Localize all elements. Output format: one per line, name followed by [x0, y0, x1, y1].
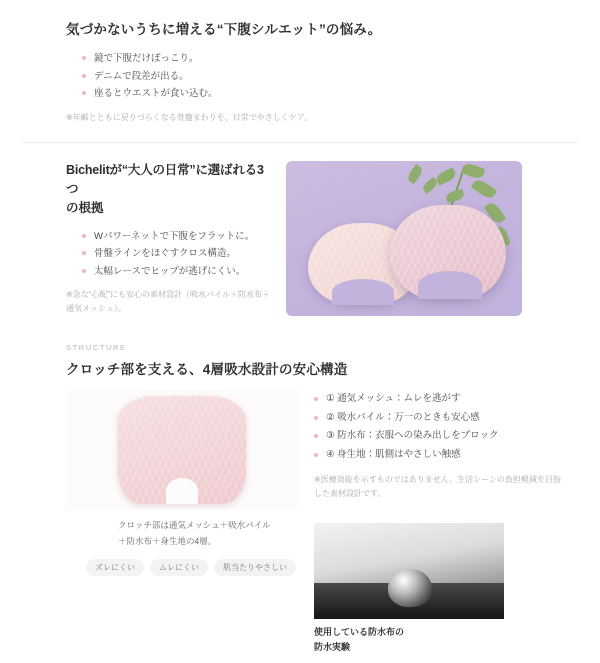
brand-name: Bichelitが“大人の日常”に選ばれる3つ: [66, 163, 264, 197]
list-item: 太幅レースでヒップが逃げにくい。: [82, 263, 272, 281]
waterproof-experiment-photo: [314, 523, 504, 619]
experiment-caption: [314, 625, 504, 654]
structure-body: [66, 390, 578, 663]
reasons-heading: [66, 161, 272, 217]
structure-note: ※医療効能を示すものではありません。生活シーンの負担軽減を目指した素材設計です。: [314, 475, 562, 499]
section-structure: [22, 323, 578, 663]
layer-list: [314, 390, 564, 464]
structure-left-column: [66, 390, 298, 663]
product-caption: クロッチ部は通気メッシュ＋吸水パイル＋防水布＋身生地の4層。: [118, 520, 271, 546]
experiment-caption-line2: 防水実験: [314, 641, 351, 652]
status-badge: ズレにくい: [86, 559, 144, 576]
water-drop: [388, 569, 432, 607]
list-item: ④ 身生地：肌側はやさしい触感: [314, 446, 564, 465]
reasons-text-block: [22, 161, 272, 323]
problem-bullet-list: [66, 50, 578, 103]
list-item: Wパワーネットで下腹をフラットに。: [82, 228, 272, 246]
reasons-photo-block: [286, 161, 578, 316]
reasons-heading-line2: の根拠: [66, 200, 104, 215]
list-item: 骨盤ラインをほぐすクロス構造。: [82, 245, 272, 263]
list-item: ① 通気メッシュ：ムレを逃がす: [314, 390, 564, 409]
reasons-bullet-list: [66, 228, 272, 281]
garment-right: [390, 205, 506, 299]
product-lifestyle-photo: [286, 161, 522, 316]
list-item: 鏡で下腹だけぽっこり。: [82, 50, 578, 68]
status-badge: ムレにくい: [150, 559, 208, 576]
experiment-caption-line1: 使用している防水布の: [314, 627, 405, 638]
reasons-note: ※急な“心配”にも安心の素材設計（吸水パイル＋防水布＋通気メッシュ）。: [66, 290, 271, 313]
list-item: デニムで段差が出る。: [82, 68, 578, 86]
list-item: 座るとウエストが食い込む。: [82, 85, 578, 103]
list-item: ③ 防水布：衣服への染み出しをブロック: [314, 427, 564, 446]
section-eyebrow: STRUCTURE: [66, 343, 127, 353]
status-badge: 肌当たりやさしい: [214, 559, 296, 576]
feature-tag-list: [86, 559, 298, 576]
structure-heading: クロッチ部を支える、4層吸水設計の安心構造: [66, 362, 348, 378]
page-title: 気づかないうちに増える“下腹シルエット”の悩み。: [66, 22, 382, 37]
structure-right-column: [314, 390, 564, 663]
section-problem: [22, 14, 578, 124]
section-reasons: [22, 143, 578, 323]
list-item: ② 吸水パイル：万一のときも安心感: [314, 409, 564, 428]
shorts-illustration: [118, 396, 246, 504]
product-detail-photo: [66, 390, 298, 510]
problem-note: ※年齢とともに戻りづらくなる骨盤まわりを、日常でやさしくケア。: [66, 112, 313, 122]
